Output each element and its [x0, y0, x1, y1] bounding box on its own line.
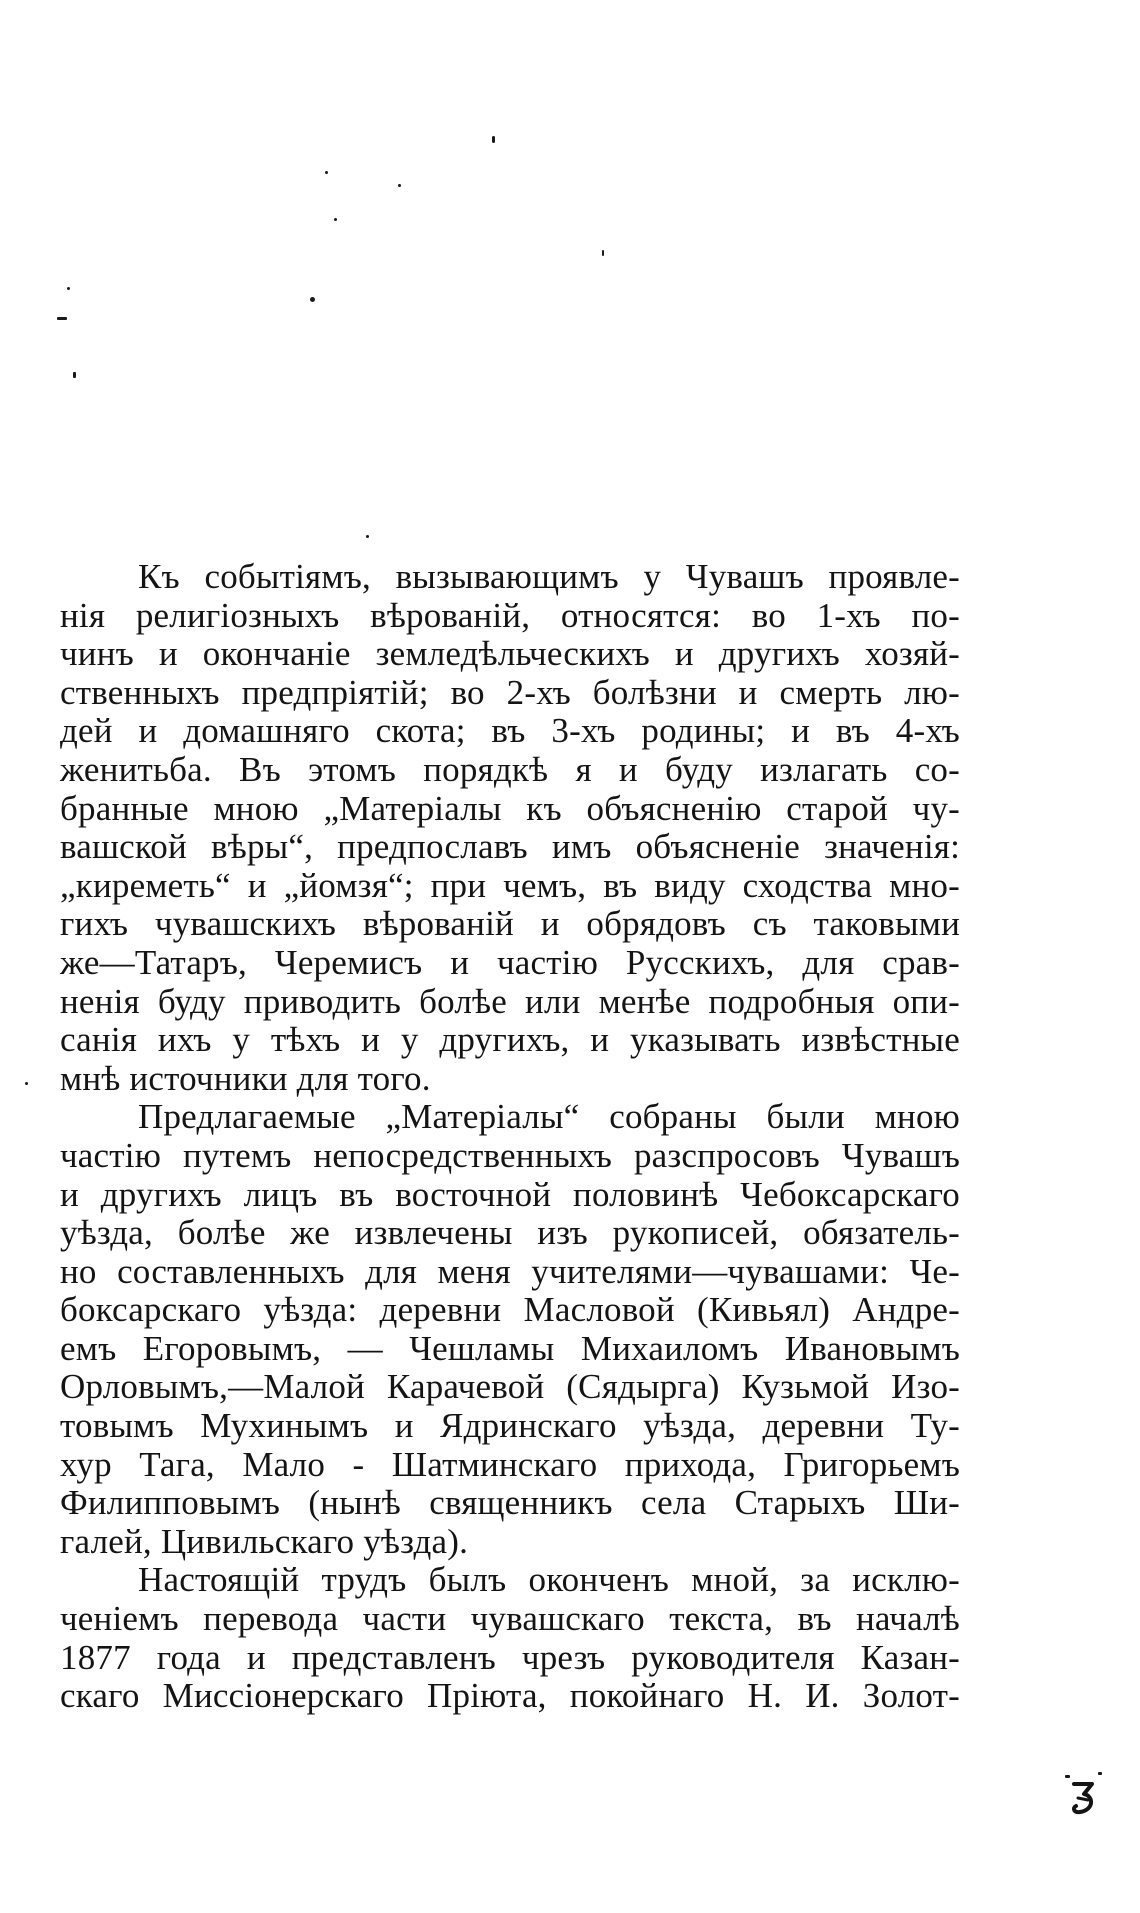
text-line: галей, Цивильскаго уѣзда). [60, 1521, 469, 1561]
scan-speck [1098, 1772, 1102, 1775]
text-line: нія религіозныхъ вѣрованій, относятся: во 1-хъ по- [60, 595, 960, 635]
scan-speck [73, 372, 76, 378]
text-line: Къ событіямъ, вызывающимъ у Чувашъ проявле- [138, 557, 960, 596]
scan-speck [67, 287, 70, 290]
handwritten-mark-icon [1064, 1778, 1104, 1818]
text-line: вашской вѣры“, предпославъ имъ объясненіе значенія: [60, 827, 960, 867]
text-line: емъ Егоровымъ, — Чешламы Михаиломъ Ивановымъ [60, 1328, 960, 1368]
scan-speck [492, 136, 495, 143]
text-line: ственныхъ предпріятій; во 2-хъ болѣзни и смерть лю- [60, 672, 960, 712]
text-line: „киреметь“ и „йомзя“; при чемъ, въ виду сходства мно- [60, 865, 960, 905]
text-line: скаго Миссіонерскаго Пріюта, покойнаго Н. И. Золот- [60, 1676, 960, 1716]
paragraph-1 [60, 558, 960, 1098]
scan-speck [334, 218, 337, 221]
paragraph-3 [60, 1561, 960, 1715]
text-line: хур Тага, Мало - Шатминскаго прихода, Григорьемъ [60, 1444, 960, 1484]
text-line: гихъ чувашскихъ вѣрованій и обрядовъ съ таковыми [60, 904, 960, 944]
text-line: боксарскаго уѣзда: деревни Масловой (Кивьял) Андре- [60, 1290, 960, 1330]
text-line: Филипповымъ (нынѣ священникъ села Старыхъ Ши- [60, 1483, 960, 1523]
scan-speck [310, 297, 315, 302]
text-line: мнѣ источники для того. [60, 1058, 431, 1098]
body-text [60, 558, 960, 1716]
text-line: дей и домашняго скота; въ 3-хъ родины; и въ 4-хъ [60, 711, 960, 751]
scan-speck [398, 184, 401, 187]
text-line: и другихъ лицъ въ восточной половинѣ Чебоксарскаго [60, 1174, 960, 1214]
text-line: но составленныхъ для меня учителями—чувашами: Че- [60, 1251, 960, 1291]
text-line: уѣзда, болѣе же извлечены изъ рукописей, обязатель- [60, 1213, 960, 1253]
scan-speck [25, 1082, 28, 1085]
paragraph-2 [60, 1098, 960, 1561]
text-line: Орловымъ,—Малой Карачевой (Сядырга) Кузьмой Изо- [60, 1367, 960, 1407]
text-line: чинъ и окончаніе земледѣльческихъ и другихъ хозяй- [60, 634, 960, 674]
text-line: бранные мною „Матеріалы къ объясненію старой чу- [60, 788, 960, 828]
text-line: женитьба. Въ этомъ порядкѣ я и буду излагать со- [60, 749, 960, 789]
text-line: ченіемъ перевода части чувашскаго текста, въ началѣ [60, 1599, 960, 1639]
scan-speck [366, 535, 369, 538]
text-line: Предлагаемые „Матеріалы“ собраны были мною [138, 1097, 960, 1137]
scan-speck [57, 317, 67, 320]
text-line: 1877 года и представленъ чрезъ руководителя Казан- [60, 1637, 960, 1677]
text-line: товымъ Мухинымъ и Ядринскаго уѣзда, деревни Ту- [60, 1406, 960, 1446]
text-line: санія ихъ у тѣхъ и у другихъ, и указывать извѣстные [60, 1020, 960, 1060]
text-line: частію путемъ непосредственныхъ разспросовъ Чувашъ [60, 1135, 960, 1175]
text-line: Настоящій трудъ былъ оконченъ мной, за исклю- [138, 1560, 960, 1600]
text-line: ненія буду приводить болѣе или менѣе подробныя опи- [60, 981, 960, 1021]
scan-speck [602, 250, 604, 256]
text-line: же—Татаръ, Черемисъ и частію Русскихъ, для срав- [60, 942, 960, 982]
scan-speck [325, 171, 328, 174]
